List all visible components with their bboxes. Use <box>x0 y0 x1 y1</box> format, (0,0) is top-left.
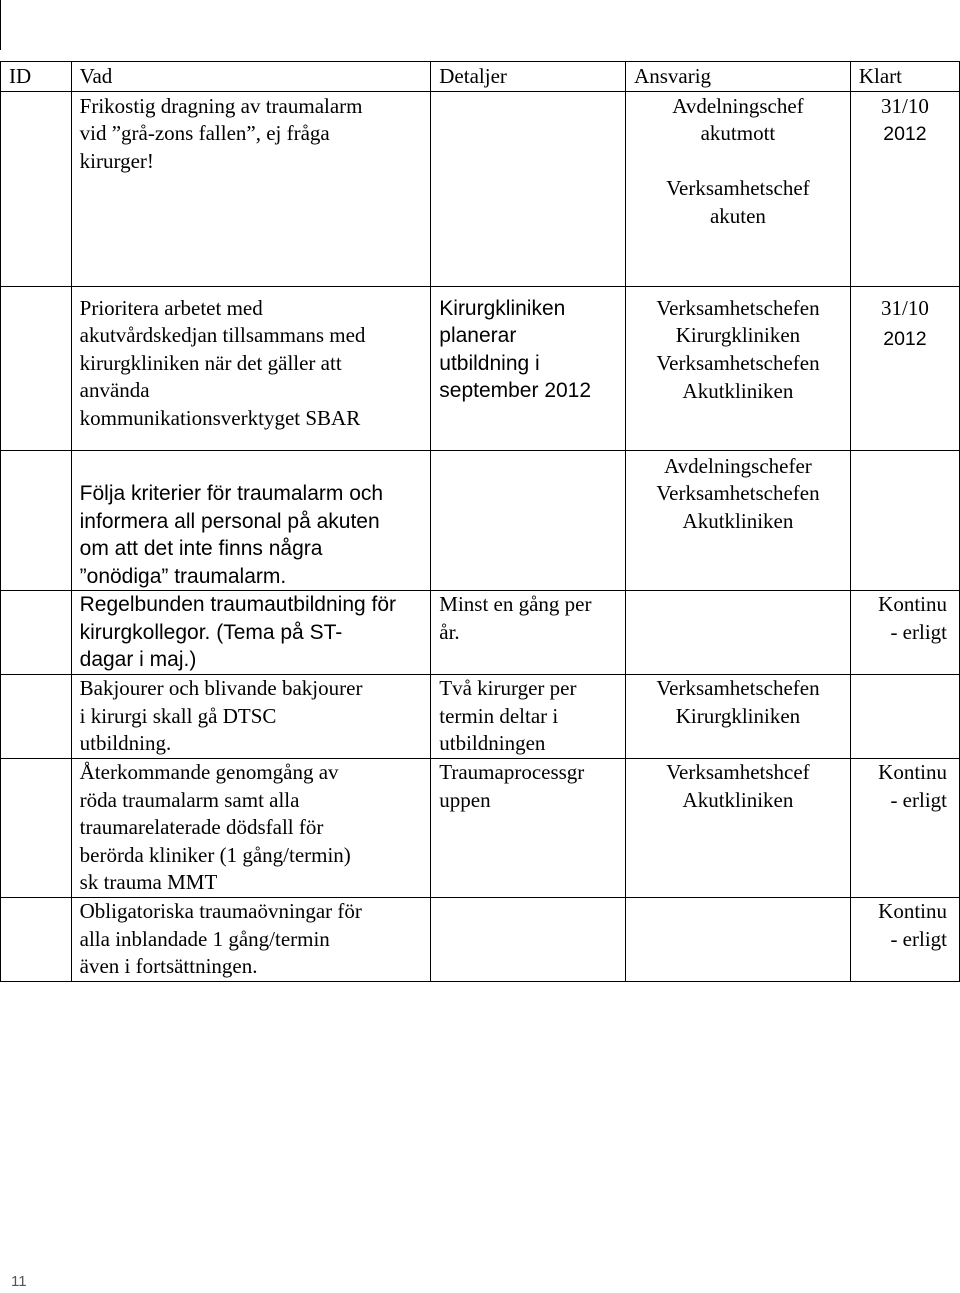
cell-ansvarig: Verksamhetschefen Kirurgkliniken Verksamhetschefen Akutkliniken <box>626 286 851 450</box>
table-header-row <box>1 62 960 92</box>
cell-klart: Kontinu - erligt <box>850 759 959 898</box>
header-detaljer: Detaljer <box>431 62 626 92</box>
header-vad: Vad <box>71 62 431 92</box>
cell-klart: 31/10 2012 <box>850 91 959 286</box>
cell-vad: Återkommande genomgång av röda traumalarm samt alla traumarelaterade dödsfall för berörda kliniker (1 gång/termin) sk trauma MMT <box>71 759 431 898</box>
action-plan-table <box>0 61 960 982</box>
cell-vad: Följa kriterier för traumalarm och informera all personal på akuten om att det inte finns några ”onödiga” traumalarm. <box>71 450 431 591</box>
cell-detaljer: Minst en gång per år. <box>431 591 626 675</box>
cell-ansvarig <box>626 898 851 982</box>
table-row <box>1 759 960 898</box>
cell-ansvarig: Avdelningschefer Verksamhetschefen Akutkliniken <box>626 450 851 591</box>
table-row <box>1 91 960 286</box>
header-ansvarig: Ansvarig <box>626 62 851 92</box>
cell-detaljer: Traumaprocessgr uppen <box>431 759 626 898</box>
cell-id <box>1 91 72 286</box>
cell-id <box>1 759 72 898</box>
cell-id <box>1 450 72 591</box>
page-number: 11 <box>11 1273 27 1290</box>
table-row <box>1 675 960 759</box>
table-row <box>1 898 960 982</box>
cell-id <box>1 675 72 759</box>
cell-id <box>1 286 72 450</box>
cell-klart <box>850 675 959 759</box>
cell-vad: Regelbunden traumautbildning för kirurgkollegor. (Tema på ST- dagar i maj.) <box>71 591 431 675</box>
cell-detaljer: Två kirurger per termin deltar i utbildningen <box>431 675 626 759</box>
cell-ansvarig: Verksamhetshcef Akutkliniken <box>626 759 851 898</box>
cell-klart: Kontinu - erligt <box>850 591 959 675</box>
cell-id <box>1 591 72 675</box>
cell-detaljer <box>431 450 626 591</box>
cell-vad: Obligatoriska traumaövningar för alla inblandade 1 gång/termin även i fortsättningen. <box>71 898 431 982</box>
cell-detaljer <box>431 91 626 286</box>
cell-klart: 31/10 2012 <box>850 286 959 450</box>
table-row <box>1 591 960 675</box>
cell-ansvarig <box>626 591 851 675</box>
header-id: ID <box>1 62 72 92</box>
cell-vad: Prioritera arbetet med akutvårdskedjan tillsammans med kirurgkliniken när det gäller att använda kommunikationsverktyget SBAR <box>71 286 431 450</box>
table-row <box>1 286 960 450</box>
cell-vad: Frikostig dragning av traumalarm vid ”grå-zons fallen”, ej fråga kirurger! <box>71 91 431 286</box>
cell-ansvarig: Avdelningschef akutmott Verksamhetschef akuten <box>626 91 851 286</box>
cell-id <box>1 898 72 982</box>
cell-ansvarig: Verksamhetschefen Kirurgkliniken <box>626 675 851 759</box>
cell-vad: Bakjourer och blivande bakjourer i kirurgi skall gå DTSC utbildning. <box>71 675 431 759</box>
table-row <box>1 450 960 591</box>
cell-klart: Kontinu - erligt <box>850 898 959 982</box>
cell-klart <box>850 450 959 591</box>
cell-detaljer <box>431 898 626 982</box>
cell-detaljer: Kirurgkliniken planerar utbildning i september 2012 <box>431 286 626 450</box>
header-klart: Klart <box>850 62 959 92</box>
page-edge-line <box>0 0 1 50</box>
